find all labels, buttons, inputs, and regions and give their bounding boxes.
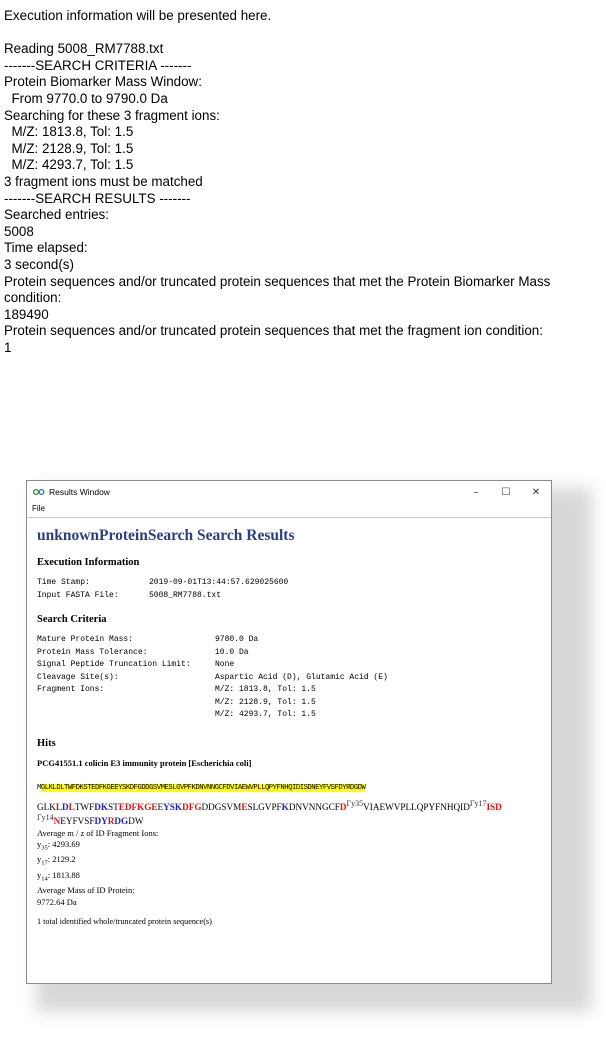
log-line: Reading 5008_RM7788.txt [4, 41, 164, 57]
exec-heading: Execution Information [37, 557, 140, 568]
residue-segment: DW [128, 815, 144, 826]
residue-segment: DNVNNGCF [288, 801, 340, 812]
ion-name: y [37, 854, 42, 865]
report-content [27, 518, 551, 983]
row-value: 10.0 Da [215, 647, 249, 657]
residue-segment: ST [108, 801, 119, 812]
residue-segment: DG [114, 815, 129, 826]
ion-name: y [37, 869, 42, 880]
row-key: Cleavage Site(s): [37, 672, 119, 682]
minimize-button[interactable]: – [473, 486, 479, 498]
row-value: M/Z: 2128.9, Tol: 1.5 [215, 697, 316, 707]
residue-segment: R [107, 815, 115, 826]
avg-mass-label: Average Mass of ID Protein: [37, 884, 135, 895]
close-button[interactable]: ✕ [531, 486, 541, 498]
log-line: 3 fragment ions must be matched [4, 173, 203, 189]
maximize-button[interactable]: ☐ [501, 486, 511, 498]
log-line [4, 25, 602, 42]
row-value: Aspartic Acid (D), Glutamic Acid (E) [215, 672, 388, 682]
log-line: 1 [4, 339, 12, 355]
residue-segment: DY [94, 815, 108, 826]
log-line: Protein sequences and/or truncated protein sequences that met the fragment ion condition: [4, 323, 543, 339]
seq-end: ISD [486, 801, 502, 812]
residue-segment: E [241, 801, 248, 812]
app-logo-icon [33, 488, 45, 496]
total-identified: 1 total identified whole/truncated protein sequence(s) [37, 917, 212, 927]
sequence-annotated [37, 800, 541, 828]
log-line: -------SEARCH CRITERIA ------- [4, 57, 192, 73]
ion-index: 35 [41, 844, 48, 852]
ion-value: : 2129.2 [47, 854, 76, 865]
seq-line-2 [54, 816, 144, 826]
seq-mid: VIAEWVPLLQPYFNHQID [363, 801, 470, 812]
row-key: Mature Protein Mass: [37, 635, 134, 644]
row-value: 5008_RM7788.txt [149, 590, 222, 600]
avg-mz-label: Average m / z of ID Fragment Ions: [37, 827, 159, 838]
residue-segment: SVM [221, 801, 242, 812]
residue-segment: K [281, 801, 289, 812]
seq-line-1 [37, 802, 347, 812]
residue-segment: L [68, 801, 75, 812]
results-window [26, 480, 552, 984]
sequence-highlighted [37, 784, 541, 792]
criteria-table [37, 634, 388, 722]
mark-y35: Γy35 [346, 798, 364, 808]
table-row [37, 659, 388, 672]
residue-segment: E [157, 801, 164, 812]
log-line: Protein Biomarker Mass Window: [4, 74, 202, 90]
row-key: Time Stamp: [37, 578, 90, 587]
log-line: M/Z: 1813.8, Tol: 1.5 [4, 124, 134, 140]
ion-value: : 1813.88 [47, 869, 80, 880]
residue-segment: D [339, 801, 347, 812]
ion-index: 17 [41, 860, 48, 868]
ion-list [37, 839, 541, 885]
residue-segment: EDFKG [118, 801, 152, 812]
log-line: M/Z: 4293.7, Tol: 1.5 [4, 157, 134, 173]
log-line: Protein sequences and/or truncated protein sequences that met the Protein Biomarker Mass condition: [4, 273, 555, 306]
table-row [37, 590, 288, 603]
ion-item [37, 870, 541, 885]
residue-segment: DFG [182, 801, 202, 812]
log-line: 3 second(s) [4, 256, 74, 272]
seq-first-residue: M [37, 783, 41, 792]
report-title: unknownProteinSearch Search Results [37, 527, 295, 544]
residue-segment: N [53, 815, 61, 826]
residue-segment: EYFVSF [60, 815, 95, 826]
table-row [37, 647, 388, 660]
row-value: M/Z: 1813.8, Tol: 1.5 [215, 685, 316, 694]
residue-segment: TWF [74, 801, 95, 812]
residue-segment: YSK [163, 801, 183, 812]
residue-segment: GLK [37, 801, 56, 812]
mark-y17: Γy17 [469, 798, 487, 808]
protein-name: PCG41551.1 colicin E3 immunity protein [Escherichia coli] [37, 757, 252, 768]
ion-name: y [37, 839, 42, 850]
log-line: Time elapsed: [4, 240, 88, 256]
hits-heading: Hits [37, 737, 56, 749]
residue-segment: DDG [201, 801, 222, 812]
window-title: Results Window [49, 487, 110, 497]
row-key: Input FASTA File: [37, 590, 119, 600]
table-row [37, 697, 388, 710]
ion-item [37, 839, 541, 854]
table-row [37, 634, 388, 647]
log-line: 189490 [4, 306, 49, 322]
ion-index: 14 [41, 875, 48, 883]
residue-segment: SLGVPF [247, 801, 282, 812]
row-value: None [215, 660, 235, 669]
execution-log [4, 8, 602, 356]
residue-segment: D [62, 801, 69, 812]
table-row [37, 709, 388, 722]
exec-table [37, 577, 288, 602]
menu-file[interactable]: File [32, 504, 45, 513]
log-line: M/Z: 2128.9, Tol: 1.5 [4, 140, 134, 156]
ion-value: : 4293.69 [47, 839, 80, 850]
row-value: M/Z: 4293.7, Tol: 1.5 [215, 710, 316, 719]
residue-segment: DK [94, 801, 108, 812]
row-value: 2019-09-01T13:44:57.629025600 [149, 578, 289, 587]
row-value: 9780.0 Da [215, 635, 259, 644]
log-line: 5008 [4, 223, 34, 239]
menu-bar [27, 503, 551, 518]
log-line: Searching for these 3 fragment ions: [4, 107, 220, 123]
table-row [37, 684, 388, 697]
row-key: Signal Peptide Truncation Limit: [37, 660, 191, 669]
log-line: Execution information will be presented here. [4, 8, 272, 23]
seq-highlight: GLKLDLTWFDKSTEDFKGEEYSKDFGDDGSVMESLGVPFKDNVNNGCFDVIAEWVPLLQPYFNHQIDISDNEYFVSFDYRDGDW [40, 783, 366, 792]
avg-mass-value: 9772.64 Da [37, 896, 77, 907]
residue-segment: E [151, 801, 158, 812]
table-row [37, 577, 288, 590]
log-line: Searched entries: [4, 207, 109, 223]
row-key: Fragment Ions: [37, 685, 105, 694]
row-key: Protein Mass Tolerance: [37, 647, 148, 657]
log-line: From 9770.0 to 9790.0 Da [4, 90, 168, 106]
mark-y14: Γy14 [37, 812, 54, 822]
ion-item [37, 854, 541, 869]
residue-segment: L [55, 801, 63, 812]
row-key [37, 709, 215, 722]
row-key [37, 697, 215, 710]
criteria-heading: Search Criteria [37, 614, 107, 625]
table-row [37, 672, 388, 685]
log-line: -------SEARCH RESULTS ------- [4, 190, 191, 206]
title-bar[interactable] [27, 481, 551, 503]
